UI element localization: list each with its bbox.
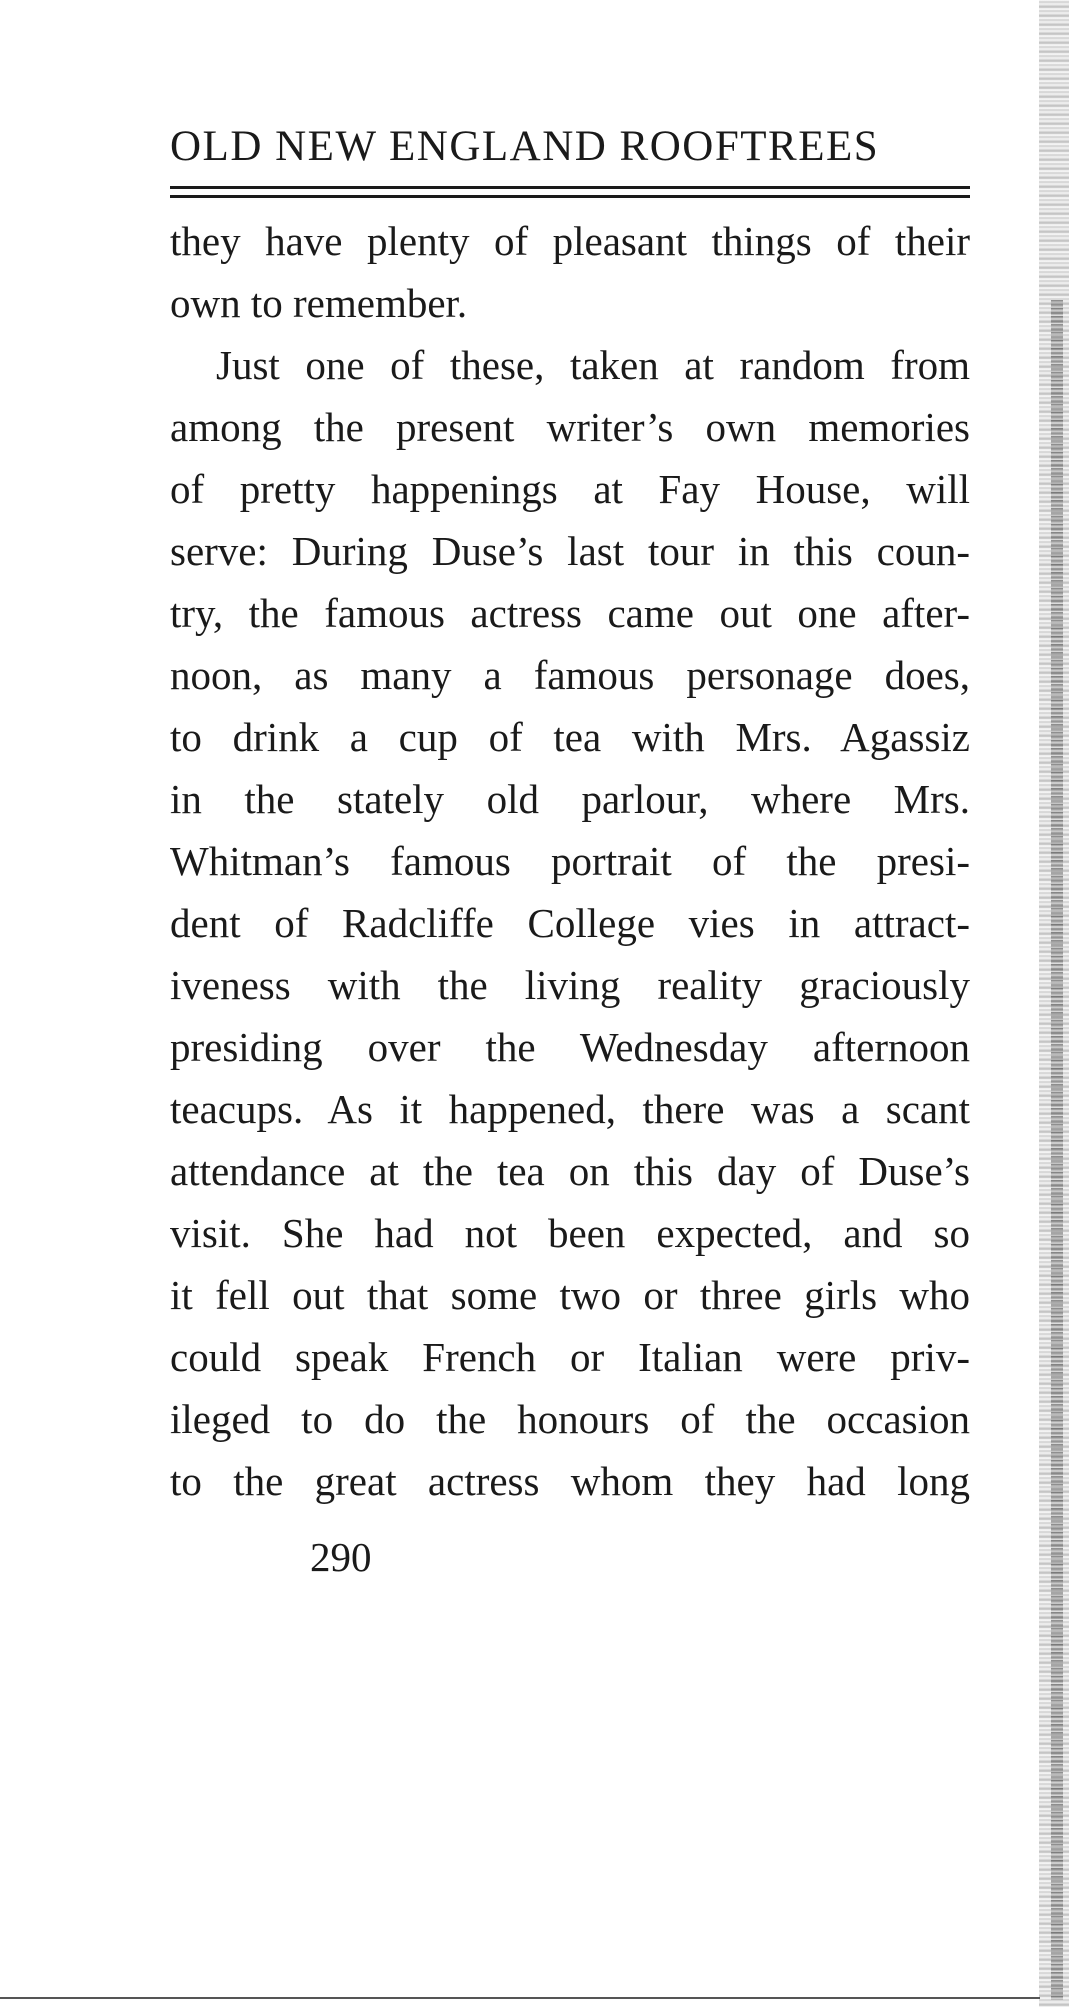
- page-edge-shadow: [1039, 0, 1069, 2007]
- text-line: to drink a cup of tea with Mrs. Agassiz: [170, 714, 970, 760]
- text-line: attendance at the tea on this day of Duse’s: [170, 1148, 970, 1194]
- text-line: own to remember.: [170, 280, 468, 326]
- bottom-edge-line: [0, 1997, 1040, 1999]
- text-line: teacups. As it happened, there was a scant: [170, 1086, 970, 1132]
- text-line: iveness with the living reality graciously: [170, 962, 970, 1008]
- text-line: Whitman’s famous portrait of the presi-: [170, 838, 970, 884]
- text-line: of pretty happenings at Fay House, will: [170, 466, 970, 512]
- text-line: could speak French or Italian were priv-: [170, 1334, 970, 1380]
- text-line: noon, as many a famous personage does,: [170, 652, 970, 698]
- running-title: OLD NEW ENGLAND ROOFTREES: [170, 123, 880, 170]
- text-line: it fell out that some two or three girls who: [170, 1272, 970, 1318]
- text-line: presiding over the Wednesday afternoon: [170, 1024, 970, 1070]
- body-text: [170, 210, 970, 1512]
- header-double-rule: [170, 186, 970, 198]
- text-line: in the stately old parlour, where Mrs.: [170, 776, 970, 822]
- text-line: serve: During Duse’s last tour in this coun-: [170, 528, 970, 574]
- page-number: 290: [310, 1534, 372, 1580]
- text-line: dent of Radcliffe College vies in attract-: [170, 900, 970, 946]
- text-line: to the great actress whom they had long: [170, 1458, 970, 1504]
- text-line: among the present writer’s own memories: [170, 404, 970, 450]
- text-line: visit. She had not been expected, and so: [170, 1210, 970, 1256]
- text-line: ileged to do the honours of the occasion: [170, 1396, 970, 1442]
- text-line: they have plenty of pleasant things of their: [170, 218, 970, 264]
- text-line: Just one of these, taken at random from: [216, 342, 970, 388]
- page-edge-texture: [1051, 300, 1063, 2000]
- running-header: [170, 120, 970, 174]
- text-line: try, the famous actress came out one after-: [170, 590, 970, 636]
